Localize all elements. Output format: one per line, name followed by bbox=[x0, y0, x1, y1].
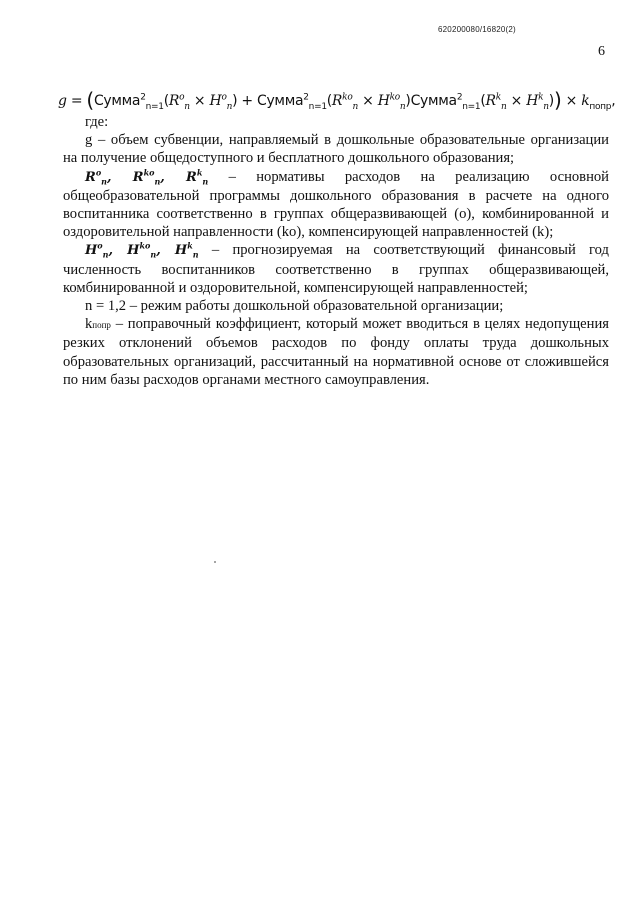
formula-sum-sub-2: n=1 bbox=[308, 101, 327, 112]
definition-k-text: – поправочный коэффициент, который может вводиться в целях недопущения резких отклонений объемов расходов по фонду оплаты труда дошкольных образовательных организаций, рассчитанный на нормативной основе от сложившейся по ним базы расходов органами местного самоуправления. bbox=[63, 316, 609, 388]
definition-k: kпопр – поправочный коэффициент, который может вводиться в целях недопущения резких отклонений объемов расходов по фонду оплаты труда дошкольных образовательных организаций, рассчитанный на нормативной основе от сложившейся по ним базы расходов органами местного самоуправления. bbox=[63, 316, 609, 388]
formula-r-k: R bbox=[485, 93, 496, 109]
scan-speck bbox=[214, 561, 216, 563]
document-id: 620200080/16820(2) bbox=[438, 25, 516, 34]
formula-sum-sup-3: 2 bbox=[456, 92, 463, 103]
formula-summa-3: Сумма bbox=[410, 93, 457, 109]
formula-summa-2: Сумма bbox=[256, 93, 304, 109]
definition-r-text: – нормативы расходов на реализацию основной общеобразовательной программы дошкольного образования в расчете на одного воспитанника соответственно в группах общеразвивающей (о), комбинированной и оздоровительной направленности (kо), компенсирующей направленностей (k); bbox=[63, 168, 609, 241]
formula-close-paren: ) bbox=[553, 88, 562, 112]
formula-lhs: g bbox=[58, 93, 67, 109]
h-symbols: $H^o_n$, $H^{ko}_n$, $H^k_n$ bbox=[85, 241, 199, 261]
definition-h-text: – прогнозируемая на соответствующий финансовый год численность воспитанников соответственно в группах общеразвивающей, комбинированной и оздоровительной, компенсирующей направленностей; bbox=[63, 242, 609, 296]
formula-r-o-sup: o bbox=[179, 92, 185, 103]
subvention-formula: $g = (Сумма^2_{n=1}(R^o_n \times H^o_n)$ + $Сумма^2_{n=1}(R^{ko}_n$ × $H^{ko}_n)Сумма^2_{n=1}(R^k_n \times H^k_n)) \times k_{попр}$, bbox=[58, 88, 616, 112]
formula-h-k-sub: n bbox=[543, 101, 549, 112]
definitions-block bbox=[63, 113, 609, 389]
formula-times-4: × bbox=[565, 93, 578, 109]
formula-sum-sup-2: 2 bbox=[303, 92, 309, 103]
formula-h-k: H bbox=[526, 93, 539, 109]
r-symbols: $R^o_n$, $R^{ko}_n$, $R^k_n$ bbox=[85, 167, 209, 187]
formula-k-coef-sub: попр bbox=[589, 101, 612, 112]
formula-r-ko: R bbox=[331, 93, 343, 109]
formula-sum-sub-1: n=1 bbox=[145, 101, 164, 112]
formula-h-ko-sub: n bbox=[399, 101, 406, 112]
where-label: где: bbox=[85, 114, 109, 130]
definition-r bbox=[63, 168, 609, 242]
formula-times-3: × bbox=[510, 93, 523, 109]
formula-plus: + bbox=[241, 93, 253, 109]
formula-r-o: R bbox=[168, 93, 180, 109]
formula-h-ko: H bbox=[377, 93, 390, 109]
formula-equals: = bbox=[70, 93, 83, 109]
formula-h-ko-sup: ko bbox=[389, 92, 400, 103]
formula-k-coef: k bbox=[581, 93, 590, 109]
formula-r-ko-sub: n bbox=[352, 101, 358, 112]
formula-sum-sub-3: n=1 bbox=[462, 101, 481, 112]
formula-h-k-sup: k bbox=[538, 92, 544, 103]
formula-sum-sup-1: 2 bbox=[140, 92, 146, 103]
formula-r-k-sup: k bbox=[495, 92, 501, 103]
formula-open-paren: ( bbox=[86, 88, 94, 112]
formula-summa-1: Сумма bbox=[93, 93, 141, 109]
page-number: 6 bbox=[598, 44, 605, 59]
formula-times-1: × bbox=[193, 93, 206, 109]
formula-h-o-sub: n bbox=[226, 101, 233, 112]
definition-n: n = 1,2 – режим работы дошкольной образовательной организации; bbox=[85, 298, 504, 315]
formula-h-o: H bbox=[209, 93, 222, 109]
definition-g: g – объем субвенции, направляемый в дошкольные образовательные организации на получение общедоступного и бесплатного дошкольного образования; bbox=[63, 132, 609, 167]
definition-h bbox=[63, 241, 609, 297]
formula-times-2: × bbox=[362, 93, 374, 109]
formula-r-k-sub: n bbox=[500, 101, 507, 112]
formula-r-o-sub: n bbox=[184, 101, 190, 112]
formula-r-ko-sup: ko bbox=[342, 92, 353, 103]
formula-h-o-sup: o bbox=[221, 92, 227, 103]
